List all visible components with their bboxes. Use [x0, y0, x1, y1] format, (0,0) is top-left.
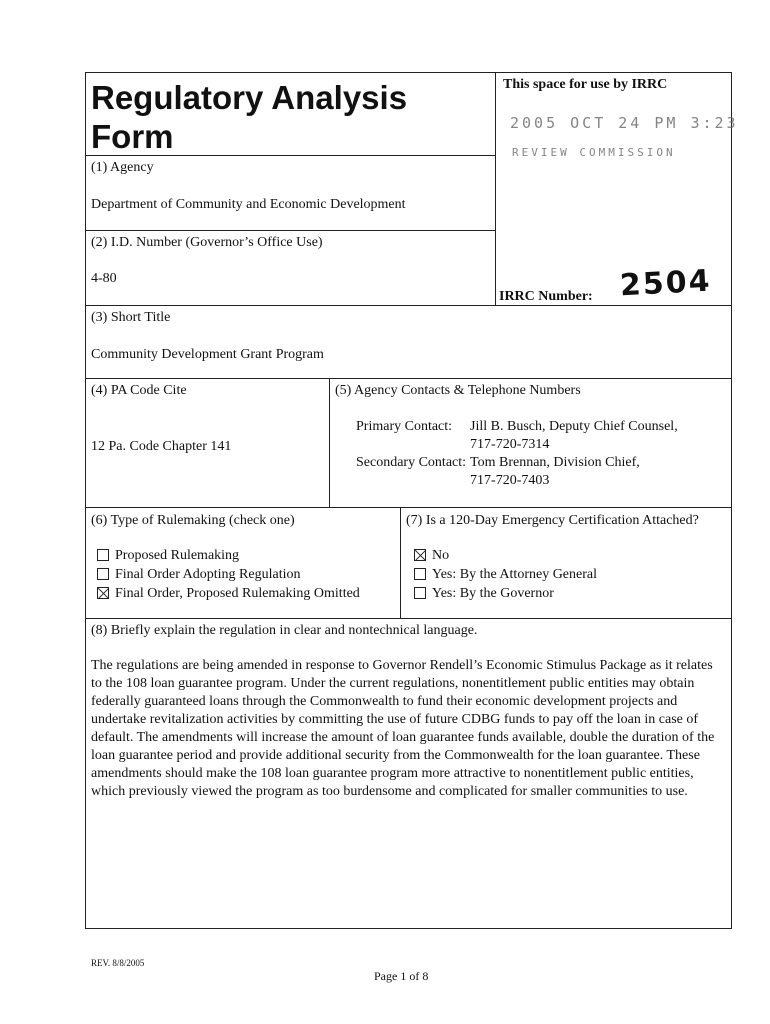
row-line-4 — [85, 378, 732, 379]
rulemaking-option-proposed[interactable]: Proposed Rulemaking — [97, 547, 239, 564]
form-left-border — [85, 72, 86, 929]
emergency-option-governor[interactable]: Yes: By the Governor — [414, 585, 554, 602]
row-line-2 — [85, 230, 496, 231]
irrc-divider — [495, 72, 496, 306]
page-number: Page 1 of 8 — [374, 969, 429, 983]
primary-contact-label: Primary Contact: — [356, 419, 453, 434]
short-title-label: (3) Short Title — [91, 310, 171, 325]
received-stamp-line-1: 2005 OCT 24 PM 3:23 — [510, 114, 739, 132]
checkbox-final-order-omitted[interactable] — [97, 587, 109, 599]
received-stamp-line-2: REVIEW COMMISSION — [512, 146, 676, 159]
short-title-value: Community Development Grant Program — [91, 347, 324, 362]
contacts-table — [356, 418, 678, 490]
form-right-border — [731, 72, 732, 929]
secondary-contact-label: Secondary Contact: — [356, 455, 467, 470]
rulemaking-option-final-omitted[interactable]: Final Order, Proposed Rulemaking Omitted — [97, 585, 360, 602]
contacts-label: (5) Agency Contacts & Telephone Numbers — [335, 383, 581, 398]
form-top-border — [85, 72, 732, 73]
col-divider-6-7 — [400, 507, 401, 619]
irrc-space-label: This space for use by IRRC — [503, 77, 668, 92]
emergency-option-attorney-general[interactable]: Yes: By the Attorney General — [414, 566, 597, 583]
rulemaking-option-final-adopting[interactable]: Final Order Adopting Regulation — [97, 566, 300, 583]
primary-contact-phone: 717-720-7314 — [470, 437, 550, 452]
row-line-3 — [85, 305, 732, 306]
emergency-option-no[interactable]: No — [414, 547, 449, 564]
explanation-label: (8) Briefly explain the regulation in clear and nontechnical language. — [91, 623, 478, 638]
form-title-line-1: Regulatory Analysis — [91, 79, 408, 116]
pa-code-value: 12 Pa. Code Chapter 141 — [91, 439, 232, 454]
primary-contact-name: Jill B. Busch, Deputy Chief Counsel, — [470, 419, 678, 434]
revision-date: REV. 8/8/2005 — [91, 958, 145, 968]
checkbox-emergency-governor[interactable] — [414, 587, 426, 599]
agency-label: (1) Agency — [91, 160, 154, 175]
explanation-text: The regulations are being amended in response to Governor Rendell’s Economic Stimulus Package as it relates to the 108 loan guarantee program. Under the current regulations, nonentitlement public entities may obtain federally guaranteed loans through the Commonwealth to fund their economic development projects and undertake revitalization activities by committing the use of future CDBG funds to pay off the loan in case of default. The amendments will increase the amount of loan guarantee funds available, double the duration of the loan guarantee period and provide additional security from the Commonwealth for the loan guarantee. These amendments should make the 108 loan guarantee program more attractive to nonentitlement public entities, which previously viewed the program as too burdensome and complicated for smaller communities to use. — [91, 658, 715, 799]
emergency-label: (7) Is a 120-Day Emergency Certification Attached? — [406, 513, 699, 528]
agency-value: Department of Community and Economic Development — [91, 197, 406, 212]
checkbox-final-order-adopting[interactable] — [97, 568, 109, 580]
secondary-contact-phone: 717-720-7403 — [470, 473, 550, 488]
irrc-number-label: IRRC Number: — [499, 289, 593, 304]
row-line-5 — [85, 507, 732, 508]
secondary-contact-name: Tom Brennan, Division Chief, — [470, 455, 640, 470]
col-divider-4-5 — [329, 378, 330, 508]
irrc-number-handwritten: 2504 — [619, 263, 713, 304]
id-number-value: 4-80 — [91, 271, 117, 286]
pa-code-label: (4) PA Code Cite — [91, 383, 187, 398]
form-bottom-border — [85, 928, 732, 929]
checkbox-proposed-rulemaking[interactable] — [97, 549, 109, 561]
checkbox-emergency-attorney-general[interactable] — [414, 568, 426, 580]
row-line-6 — [85, 618, 732, 619]
rulemaking-label: (6) Type of Rulemaking (check one) — [91, 513, 295, 528]
checkbox-emergency-no[interactable] — [414, 549, 426, 561]
id-number-label: (2) I.D. Number (Governor’s Office Use) — [91, 235, 323, 250]
form-title-line-2: Form — [91, 118, 174, 155]
